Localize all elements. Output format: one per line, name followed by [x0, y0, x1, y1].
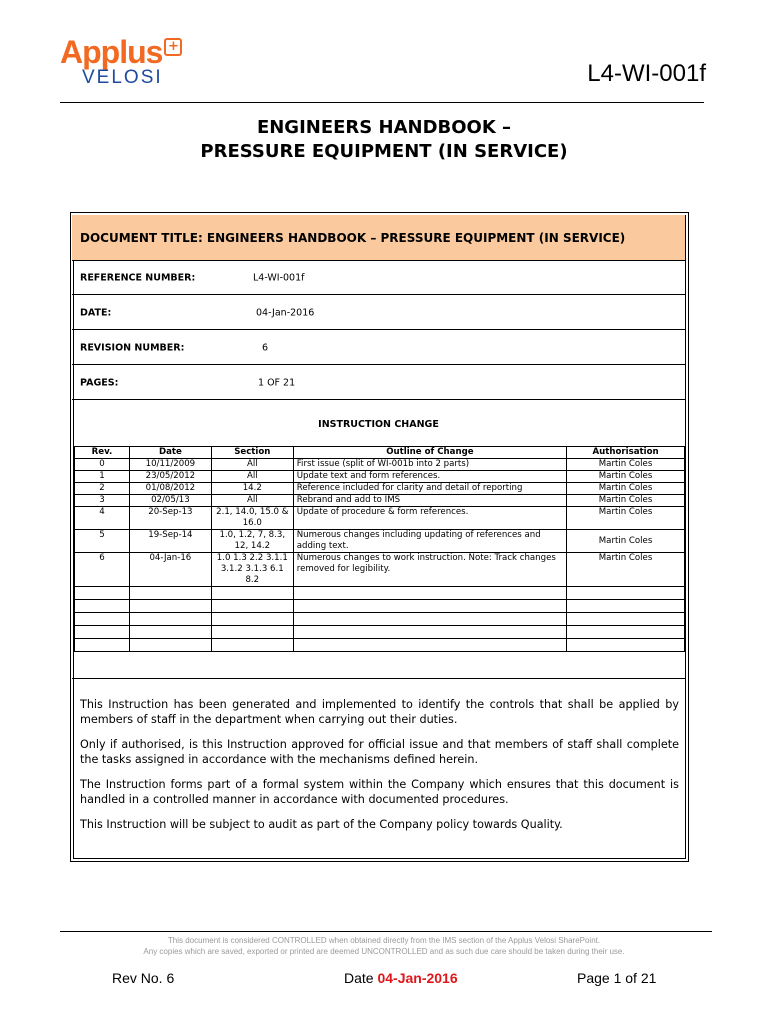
date-value: 04-Jan-2016 — [256, 307, 315, 318]
reference-row — [72, 261, 685, 295]
header-divider — [60, 102, 704, 103]
table-row — [75, 483, 685, 495]
outline-cell: Update text and form references. — [293, 471, 566, 483]
outline-cell: Reference included for clarity and detail of reporting — [293, 483, 566, 495]
date-cell: 19-Sep-14 — [129, 530, 211, 553]
section-cell: 2.1, 14.0, 15.0 & 16.0 — [211, 507, 293, 530]
table-row — [75, 495, 685, 507]
section-cell: All — [211, 495, 293, 507]
outline-cell: First issue (split of WI-001b into 2 parts) — [293, 459, 566, 471]
statement-paragraph-3: The Instruction forms part of a formal system within the Company which ensures that this document is handled in a controlled manner in accordance with documented procedures. — [80, 778, 679, 806]
outline-cell: Update of procedure & form references. — [293, 507, 566, 530]
table-header-row — [75, 447, 685, 459]
title-line-1: ENGINEERS HANDBOOK – — [256, 117, 512, 138]
table-row — [75, 507, 685, 530]
table-row — [75, 471, 685, 483]
revision-row — [72, 331, 685, 365]
header-rev: Rev. — [75, 447, 130, 459]
document-code: L4-WI-001f — [587, 60, 706, 87]
rev-cell: 3 — [75, 495, 130, 507]
footer-divider — [60, 931, 712, 932]
section-cell: All — [211, 471, 293, 483]
date-cell: 01/08/2012 — [129, 483, 211, 495]
footer-page-number: Page 1 of 21 — [577, 970, 657, 986]
section-cell: All — [211, 459, 293, 471]
section-cell: 1.0 1.3 2.2 3.1.1 3.1.2 3.1.3 6.1 8.2 — [211, 553, 293, 587]
pages-label: PAGES: — [80, 377, 119, 388]
empty-table-row — [75, 639, 685, 652]
pages-value: 1 OF 21 — [258, 377, 296, 388]
header-section: Section — [211, 447, 293, 459]
control-notice-line-2: Any copies which are saved, exported or printed are deemed UNCONTROLLED and as such due care should be taken during their use. — [143, 947, 625, 956]
authorisation-cell: Martin Coles — [567, 507, 685, 530]
rev-cell: 6 — [75, 553, 130, 587]
control-notice-line-1: This document is considered CONTROLLED when obtained directly from the IMS section of the Applus Velosi SharePoint. — [167, 936, 601, 945]
statement-paragraph-1: This Instruction has been generated and implemented to identify the controls that shall be applied by members of staff in the department when carrying out their duties. — [80, 698, 679, 726]
logo-brand: Applus — [60, 34, 163, 70]
revision-label: REVISION NUMBER: — [80, 342, 185, 353]
outline-cell: Numerous changes to work instruction. Note: Track changes removed for legibility. — [293, 553, 566, 587]
date-label: DATE: — [80, 307, 112, 318]
header-authorisation: Authorisation — [567, 447, 685, 459]
instruction-statement — [80, 697, 679, 842]
page-title — [0, 116, 768, 164]
outline-cell: Numerous changes including updating of references and adding text. — [293, 530, 566, 553]
company-logo — [60, 36, 182, 88]
instruction-change-title: INSTRUCTION CHANGE — [318, 419, 439, 430]
outline-cell: Rebrand and add to IMS — [293, 495, 566, 507]
date-cell: 23/05/2012 — [129, 471, 211, 483]
statement-paragraph-2: Only if authorised, is this Instruction approved for official issue and that members of staff shall complete the tasks assigned in accordance with the mechanisms defined herein. — [80, 738, 679, 766]
date-cell: 10/11/2009 — [129, 459, 211, 471]
rev-cell: 2 — [75, 483, 130, 495]
authorisation-cell: Martin Coles — [567, 530, 685, 553]
revision-value: 6 — [262, 342, 269, 353]
authorisation-cell: Martin Coles — [567, 459, 685, 471]
empty-table-row — [75, 600, 685, 613]
date-cell: 02/05/13 — [129, 495, 211, 507]
section-cell: 1.0, 1.2, 7, 8.3, 12, 14.2 — [211, 530, 293, 553]
footer-date — [344, 970, 458, 986]
header-outline: Outline of Change — [293, 447, 566, 459]
table-row — [75, 553, 685, 587]
footer-revision: Rev No. 6 — [112, 970, 175, 986]
revision-history-table — [74, 446, 685, 652]
section-cell: 14.2 — [211, 483, 293, 495]
authorisation-cell: Martin Coles — [567, 483, 685, 495]
authorisation-cell: Martin Coles — [567, 471, 685, 483]
header-date: Date — [129, 447, 211, 459]
date-cell: 20-Sep-13 — [129, 507, 211, 530]
authorisation-cell: Martin Coles — [567, 495, 685, 507]
rev-cell: 5 — [75, 530, 130, 553]
logo-plus-icon: + — [164, 38, 182, 56]
control-notice — [0, 935, 768, 957]
logo-sub: VELOSI — [82, 67, 163, 88]
date-cell: 04-Jan-16 — [129, 553, 211, 587]
footer-date-label: Date — [344, 970, 374, 986]
rev-cell: 4 — [75, 507, 130, 530]
empty-table-row — [75, 613, 685, 626]
title-line-2: PRESSURE EQUIPMENT (IN SERVICE) — [200, 141, 568, 162]
empty-table-row — [75, 626, 685, 639]
statement-paragraph-4: This Instruction will be subject to audit as part of the Company policy towards Quality. — [80, 818, 563, 831]
authorisation-cell: Martin Coles — [567, 553, 685, 587]
document-title-row: DOCUMENT TITLE: ENGINEERS HANDBOOK – PRESSURE EQUIPMENT (IN SERVICE) — [72, 215, 685, 261]
reference-value: L4-WI-001f — [253, 272, 305, 283]
date-row — [72, 296, 685, 330]
table-row — [75, 459, 685, 471]
pages-row — [72, 366, 685, 400]
reference-label: REFERENCE NUMBER: — [80, 272, 196, 283]
footer-date-value: 04-Jan-2016 — [377, 970, 458, 986]
rev-cell: 0 — [75, 459, 130, 471]
empty-table-row — [75, 587, 685, 600]
table-row — [75, 530, 685, 553]
rev-cell: 1 — [75, 471, 130, 483]
